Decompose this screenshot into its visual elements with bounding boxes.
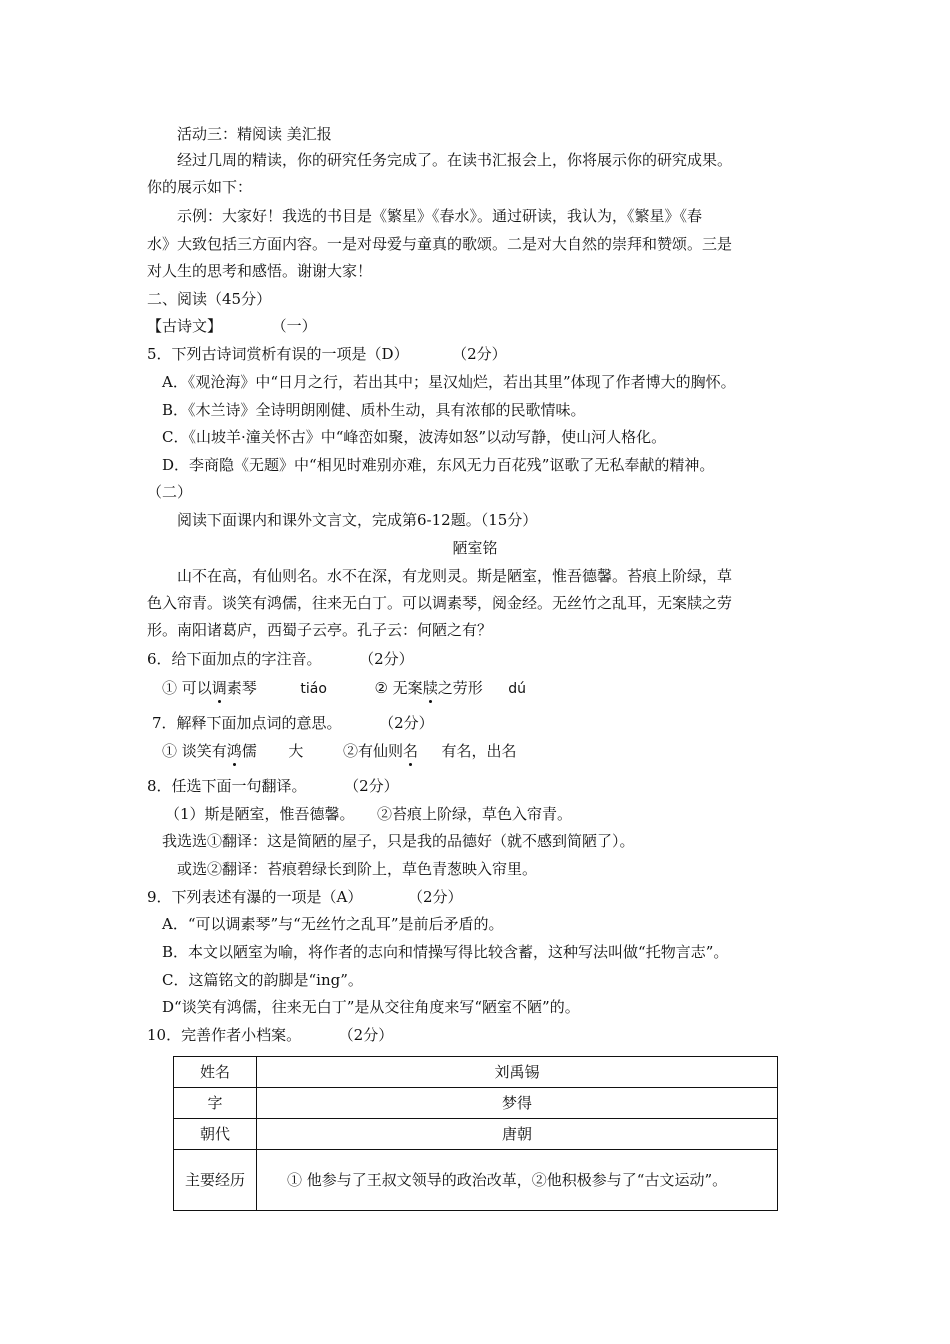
table-row (174, 1150, 778, 1211)
activity-example-line-3: 对人生的思考和感悟。谢谢大家！ (147, 262, 373, 280)
q6-item1-post: 素琴 (226, 679, 257, 697)
q9-option-d: D“谈笑有鸿儒，往来无白丁”是从交往角度来写“陋室不陋”的。 (162, 998, 580, 1016)
activity-title: 活动三：精阅读 美汇报 (177, 125, 332, 143)
q7-items-line (162, 741, 517, 763)
q6-item1-pre: ① 可以 (162, 679, 212, 697)
passage-line-3: 形。南阳诸葛庐，西蜀子云亭。孔子云：何陋之有？ (147, 621, 493, 639)
q5-stem-line (147, 344, 507, 366)
q6-score: （2分） (359, 650, 414, 668)
q7-item2-pre: ②有仙则 (342, 742, 403, 760)
q5-option-c: C．《山坡羊·潼关怀古》中“峰峦如聚，波涛如怒”以动写静，使山河人格化。 (162, 428, 667, 446)
poetry-tag: 【古诗文】 (147, 317, 223, 335)
q10-stem: 10．完善作者小档案。 (147, 1026, 302, 1044)
table-value-cell: ① 他参与了王叔文领导的政治改革，②他积极参与了“古文运动”。 (257, 1150, 778, 1211)
q5-option-b: B．《木兰诗》全诗明朗刚健、质朴生动，具有浓郁的民歌情味。 (162, 401, 586, 419)
table-value-cell: 刘禹锡 (257, 1057, 778, 1088)
q10-score: （2分） (338, 1026, 394, 1044)
activity-example-line-2: 水》大致包括三方面内容。一是对母爱与童真的歌颂。二是对大自然的崇拜和赞颂。三是 (147, 235, 733, 253)
q8-score: （2分） (344, 777, 399, 795)
activity-intro-line-2: 你的展示如下： (147, 178, 253, 196)
passage-line-1: 山不在高，有仙则名。水不在深，有龙则灵。斯是陋室，惟吾德馨。苔痕上阶绿，草 (177, 567, 733, 585)
q9-option-b: B．本文以陋室为喻，将作者的志向和情操写得比较含蓄，这种写法叫做“托物言志”。 (162, 943, 729, 961)
q6-item2-post: 之劳形 (437, 679, 483, 697)
table-key-cell: 姓名 (174, 1057, 257, 1088)
q6-item2-pre: ② 无案 (374, 679, 423, 697)
q9-option-c: C．这篇铭文的韵脚是“ing”。 (162, 971, 363, 989)
table-key-cell: 主要经历 (174, 1150, 257, 1211)
table-key-cell: 字 (174, 1088, 257, 1119)
part-two-label: （二） (147, 483, 193, 501)
activity-intro-line-1: 经过几周的精读，你的研究任务完成了。在读书汇报会上，你将展示你的研究成果。 (177, 151, 733, 169)
q7-item2-answer: 有名，出名 (441, 742, 517, 760)
q8-answer-1: 我选选①翻译：这是简陋的屋子，只是我的品德好（就不感到简陋了）。 (162, 832, 635, 850)
q9-score: （2分） (407, 888, 463, 906)
q8-sentences: （1）斯是陋室，惟吾德馨。 ②苔痕上阶绿，草色入帘青。 (165, 805, 573, 823)
q8-answer-2: 或选②翻译：苔痕碧绿长到阶上，草色青葱映入帘里。 (177, 860, 538, 878)
q10-stem-line (147, 1025, 393, 1047)
q7-item1-answer: 大 (288, 742, 304, 760)
q9-stem-line (147, 887, 463, 909)
q7-score: （2分） (379, 714, 434, 732)
table-value-cell: 唐朝 (257, 1119, 778, 1150)
q7-item1-post: 儒 (241, 742, 257, 760)
part-two-instruction: 阅读下面课内和课外文言文，完成第6-12题。（15分） (177, 511, 538, 529)
part-one-label: （一） (271, 317, 317, 335)
q7-stem: 7．解释下面加点词的意思。 (152, 714, 342, 732)
passage-line-2: 色入帘青。谈笑有鸿儒，往来无白丁。可以调素琴，阅金经。无丝竹之乱耳，无案牍之劳 (147, 594, 733, 612)
q6-item1-dotted-char: 调 (211, 679, 227, 697)
q9-option-a: A．“可以调素琴”与“无丝竹之乱耳”是前后矛盾的。 (162, 915, 504, 933)
q5-score: （2分） (452, 345, 507, 363)
q8-stem: 8．任选下面一句翻译。 (147, 777, 307, 795)
q6-item2-dotted-char: 牍 (422, 679, 438, 697)
activity-example-line-1: 示例：大家好！我选的书目是《繁星》《春水》。通过研读，我认为，《繁星》《春 (177, 207, 703, 225)
q7-item2-dotted-char: 名 (402, 742, 418, 760)
table-row (174, 1057, 778, 1088)
q7-stem-line (152, 713, 434, 735)
passage-title: 陋室铭 (452, 539, 498, 557)
section-heading: 二、阅读（45分） (147, 290, 272, 308)
q6-stem-line (147, 649, 414, 671)
q7-item1-pre: ① 谈笑有 (162, 742, 227, 760)
q5-stem: 5．下列古诗词赏析有误的一项是（D） (147, 345, 409, 363)
q6-items-line (162, 678, 526, 700)
q5-option-a: A．《观沧海》中“日月之行，若出其中；星汉灿烂，若出其里”体现了作者博大的胸怀。 (162, 373, 736, 391)
table-row (174, 1119, 778, 1150)
q6-item2-answer: dú (508, 681, 527, 697)
q7-item1-dotted-char: 鸿 (226, 742, 242, 760)
poetry-tag-line (147, 316, 317, 338)
q5-option-d: D．李商隐《无题》中“相见时难别亦难，东风无力百花残”讴歌了无私奉献的精神。 (162, 456, 715, 474)
author-profile-table (173, 1056, 778, 1211)
table-value-cell: 梦得 (257, 1088, 778, 1119)
q6-stem: 6．给下面加点的字注音。 (147, 650, 322, 668)
q6-item1-answer: tiáo (300, 681, 327, 697)
table-key-cell: 朝代 (174, 1119, 257, 1150)
table-row (174, 1088, 778, 1119)
q9-stem: 9．下列表述有瀑的一项是（A） (147, 888, 363, 906)
q8-stem-line (147, 776, 399, 798)
